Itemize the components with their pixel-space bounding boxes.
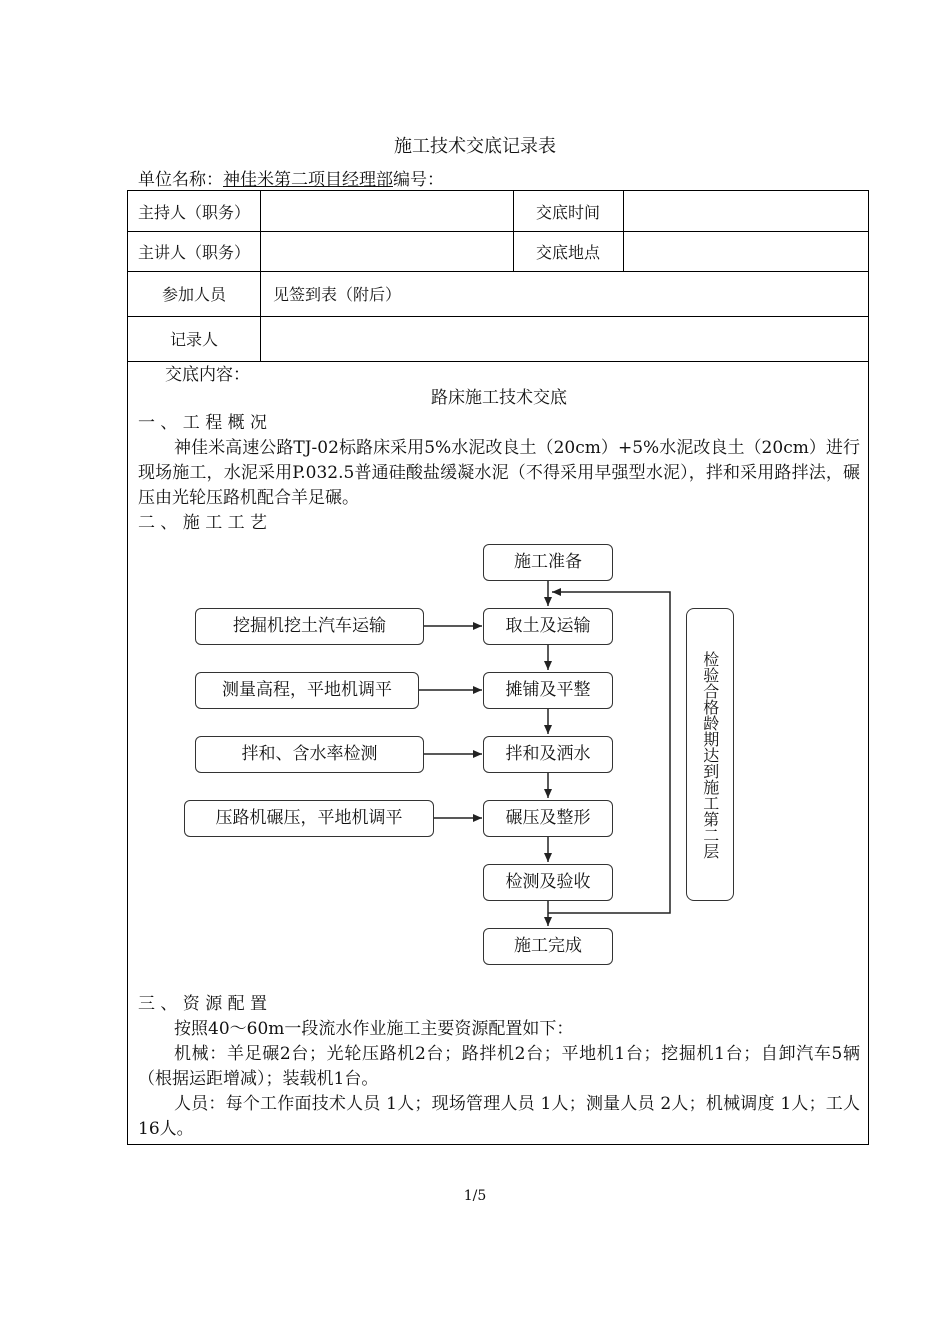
flow-step-inspect: 检测及验收 [483, 864, 613, 901]
flow-step-spread: 摊铺及平整 [483, 672, 613, 709]
participants-label: 参加人员 [161, 285, 226, 304]
section-1-title: 一 、 工 程 概 况 [138, 413, 268, 433]
section-1-text: 神佳米高速公路TJ-02标路床采用5%水泥改良土（20cm）+5%水泥改良土（20cm）进行现场施工，水泥采用P.032.5普通硅酸盐缓凝水泥（不得采用早强型水泥），拌和采用路拌法，碾压由光轮压路机配合羊足碾。 [138, 438, 860, 508]
participants-value: 见签到表（附后） [273, 285, 402, 304]
number-label: 编号： [393, 170, 444, 190]
document-title: 施工技术交底记录表 [394, 136, 556, 157]
side-step-excavate: 挖掘机挖土汽车运输 [195, 608, 424, 645]
loop-note-text: 检验合格龄期达到施工第二层 [700, 650, 720, 859]
section-3-intro: 按照40～60m一段流水作业施工主要资源配置如下： [174, 1019, 574, 1039]
loop-condition-note [686, 608, 734, 901]
host-label: 主持人（职务） [138, 202, 251, 222]
page-number: 1/5 [463, 1188, 487, 1204]
unit-name: 神佳米第二项目经理部 [223, 170, 393, 190]
side-step-roller: 压路机碾压，平地机调平 [184, 800, 434, 837]
place-label: 交底地点 [535, 242, 600, 262]
side-step-survey: 测量高程，平地机调平 [195, 672, 419, 709]
unit-label: 单位名称： [138, 170, 223, 190]
record-table [127, 190, 869, 1145]
flow-step-prepare: 施工准备 [483, 544, 613, 581]
section-2-title: 二 、 施 工 工 艺 [138, 513, 268, 533]
section-3-personnel: 人员：每个工作面技术人员 1人；现场管理人员 1人；测量人员 2人；机械调度 1人；工人16人。 [138, 1094, 860, 1139]
section-3-machinery: 机械：羊足碾2台；光轮压路机2台；路拌机2台；平地机1台；挖掘机1台；自卸汽车5辆（根据运距增减）；装载机1台。 [138, 1044, 860, 1089]
content-heading: 路床施工技术交底 [431, 388, 567, 408]
section-3-title: 三 、 资 源 配 置 [138, 994, 268, 1014]
flow-step-transport: 取土及运输 [483, 608, 613, 645]
flow-step-mix: 拌和及洒水 [483, 736, 613, 773]
unit-line [138, 165, 444, 190]
recorder-label: 记录人 [169, 330, 218, 349]
flow-step-complete: 施工完成 [483, 928, 613, 965]
content-label: 交底内容： [165, 365, 250, 385]
side-step-moisture: 拌和、含水率检测 [195, 736, 424, 773]
flow-step-compact: 碾压及整形 [483, 800, 613, 837]
time-label: 交底时间 [535, 202, 600, 222]
speaker-label: 主讲人（职务） [138, 242, 251, 262]
